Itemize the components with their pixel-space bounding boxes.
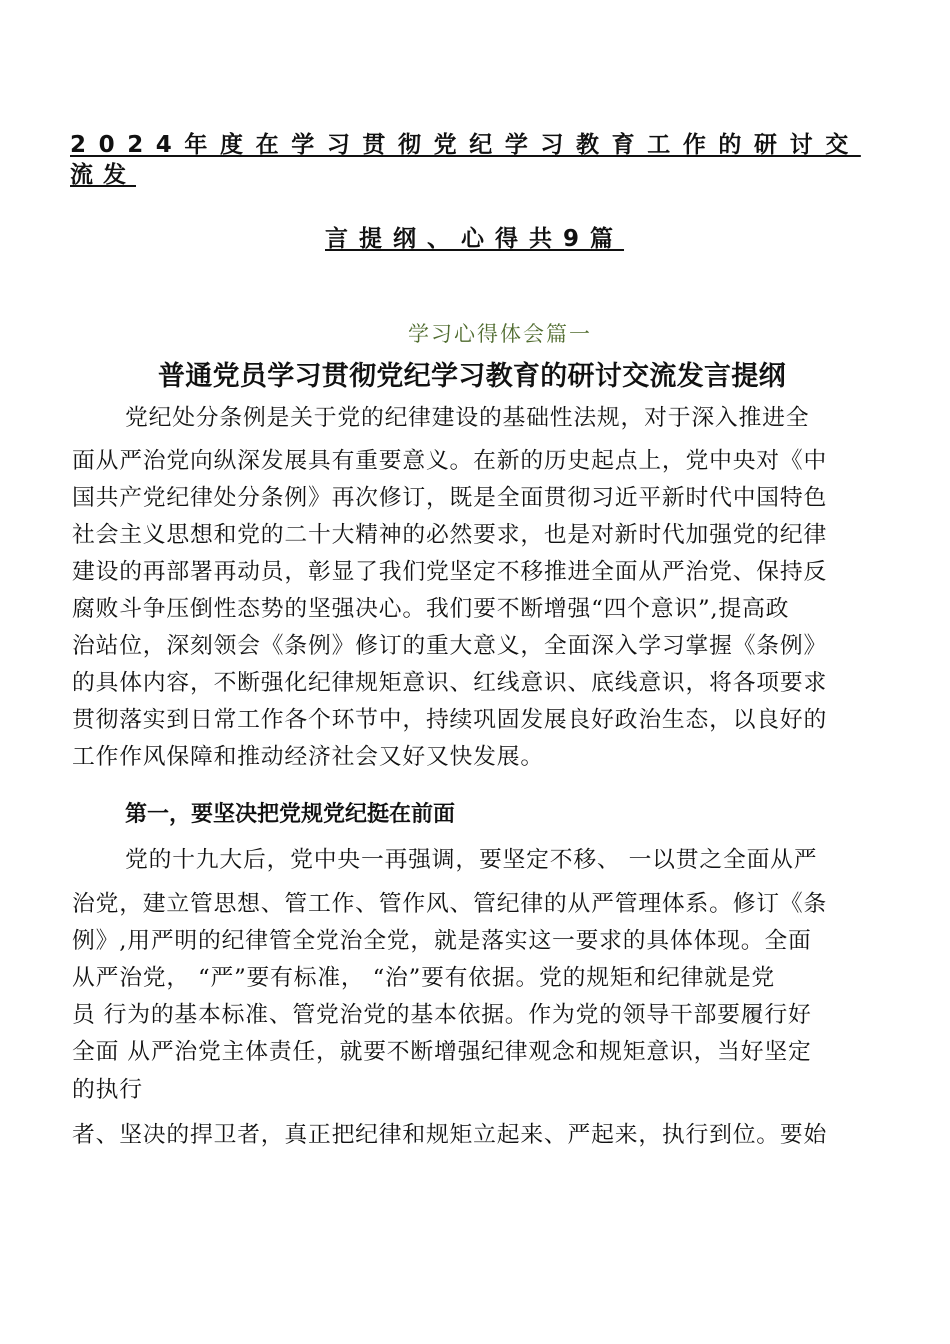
paragraph-2-line: 的执行 — [72, 1077, 143, 1103]
paragraph-1-line: 的具体内容，不断强化纪律规矩意识、红线意识、底线意识，将各项要求 — [72, 670, 828, 696]
section-label: 学习心得体会篇一 — [408, 322, 592, 346]
paragraph-2-line: 例》,用严明的纪律管全党治全党，就是落实这一要求的具体体现。全面 — [72, 928, 812, 954]
paragraph-1-line: 治站位，深刻领会《条例》修订的重大意义，全面深入学习掌握《条例》 — [72, 633, 828, 659]
paragraph-2-line: 党的十九大后，党中央一再强调，要坚定不移、 一以贯之全面从严 — [125, 847, 818, 873]
document-title-line-1: 2024年度在学习贯彻党纪学习教育工作的研讨交 — [70, 132, 861, 158]
paragraph-2-line: 者、坚决的捍卫者，真正把纪律和规矩立起来、严起来，执行到位。要始 — [72, 1122, 828, 1148]
document-title-line-2: 流发 — [70, 162, 136, 188]
paragraph-2-line: 治党，建立管思想、管工作、管作风、管纪律的从严管理体系。修订《条 — [72, 891, 828, 917]
paragraph-2-line: 从严治党， “严”要有标准， “治”要有依据。党的规矩和纪律就是党 — [72, 965, 776, 991]
paragraph-1-line: 腐败斗争压倒性态势的坚强决心。我们要不断增强“四个意识”,提高政 — [72, 596, 790, 622]
article-heading: 普通党员学习贯彻党纪学习教育的研讨交流发言提纲 — [158, 361, 786, 392]
paragraph-2-line: 员 行为的基本标准、管党治党的基本依据。作为党的领导干部要履行好 — [72, 1002, 812, 1028]
paragraph-1-line: 工作作风保障和推动经济社会又好又快发展。 — [72, 744, 544, 770]
paragraph-1-line: 国共产党纪律处分条例》再次修订，既是全面贯彻习近平新时代中国特色 — [72, 485, 828, 511]
paragraph-2-line: 全面 从严治党主体责任，就要不断增强纪律观念和规矩意识，当好坚定 — [72, 1039, 812, 1065]
document-title-line-3: 言提纲、心得共9篇 — [325, 226, 625, 252]
paragraph-1-line: 面从严治党向纵深发展具有重要意义。在新的历史起点上，党中央对《中 — [72, 448, 828, 474]
paragraph-1-line: 社会主义思想和党的二十大精神的必然要求，也是对新时代加强党的纪律 — [72, 522, 828, 548]
paragraph-1-line: 贯彻落实到日常工作各个环节中，持续巩固发展良好政治生态，以良好的 — [72, 707, 828, 733]
paragraph-1-line: 建设的再部署再动员，彰显了我们党坚定不移推进全面从严治党、保持反 — [72, 559, 828, 585]
paragraph-1-line: 党纪处分条例是关于党的纪律建设的基础性法规，对于深入推进全 — [125, 405, 810, 431]
section-subheading: 第一，要坚决把党规党纪挺在前面 — [125, 802, 456, 827]
